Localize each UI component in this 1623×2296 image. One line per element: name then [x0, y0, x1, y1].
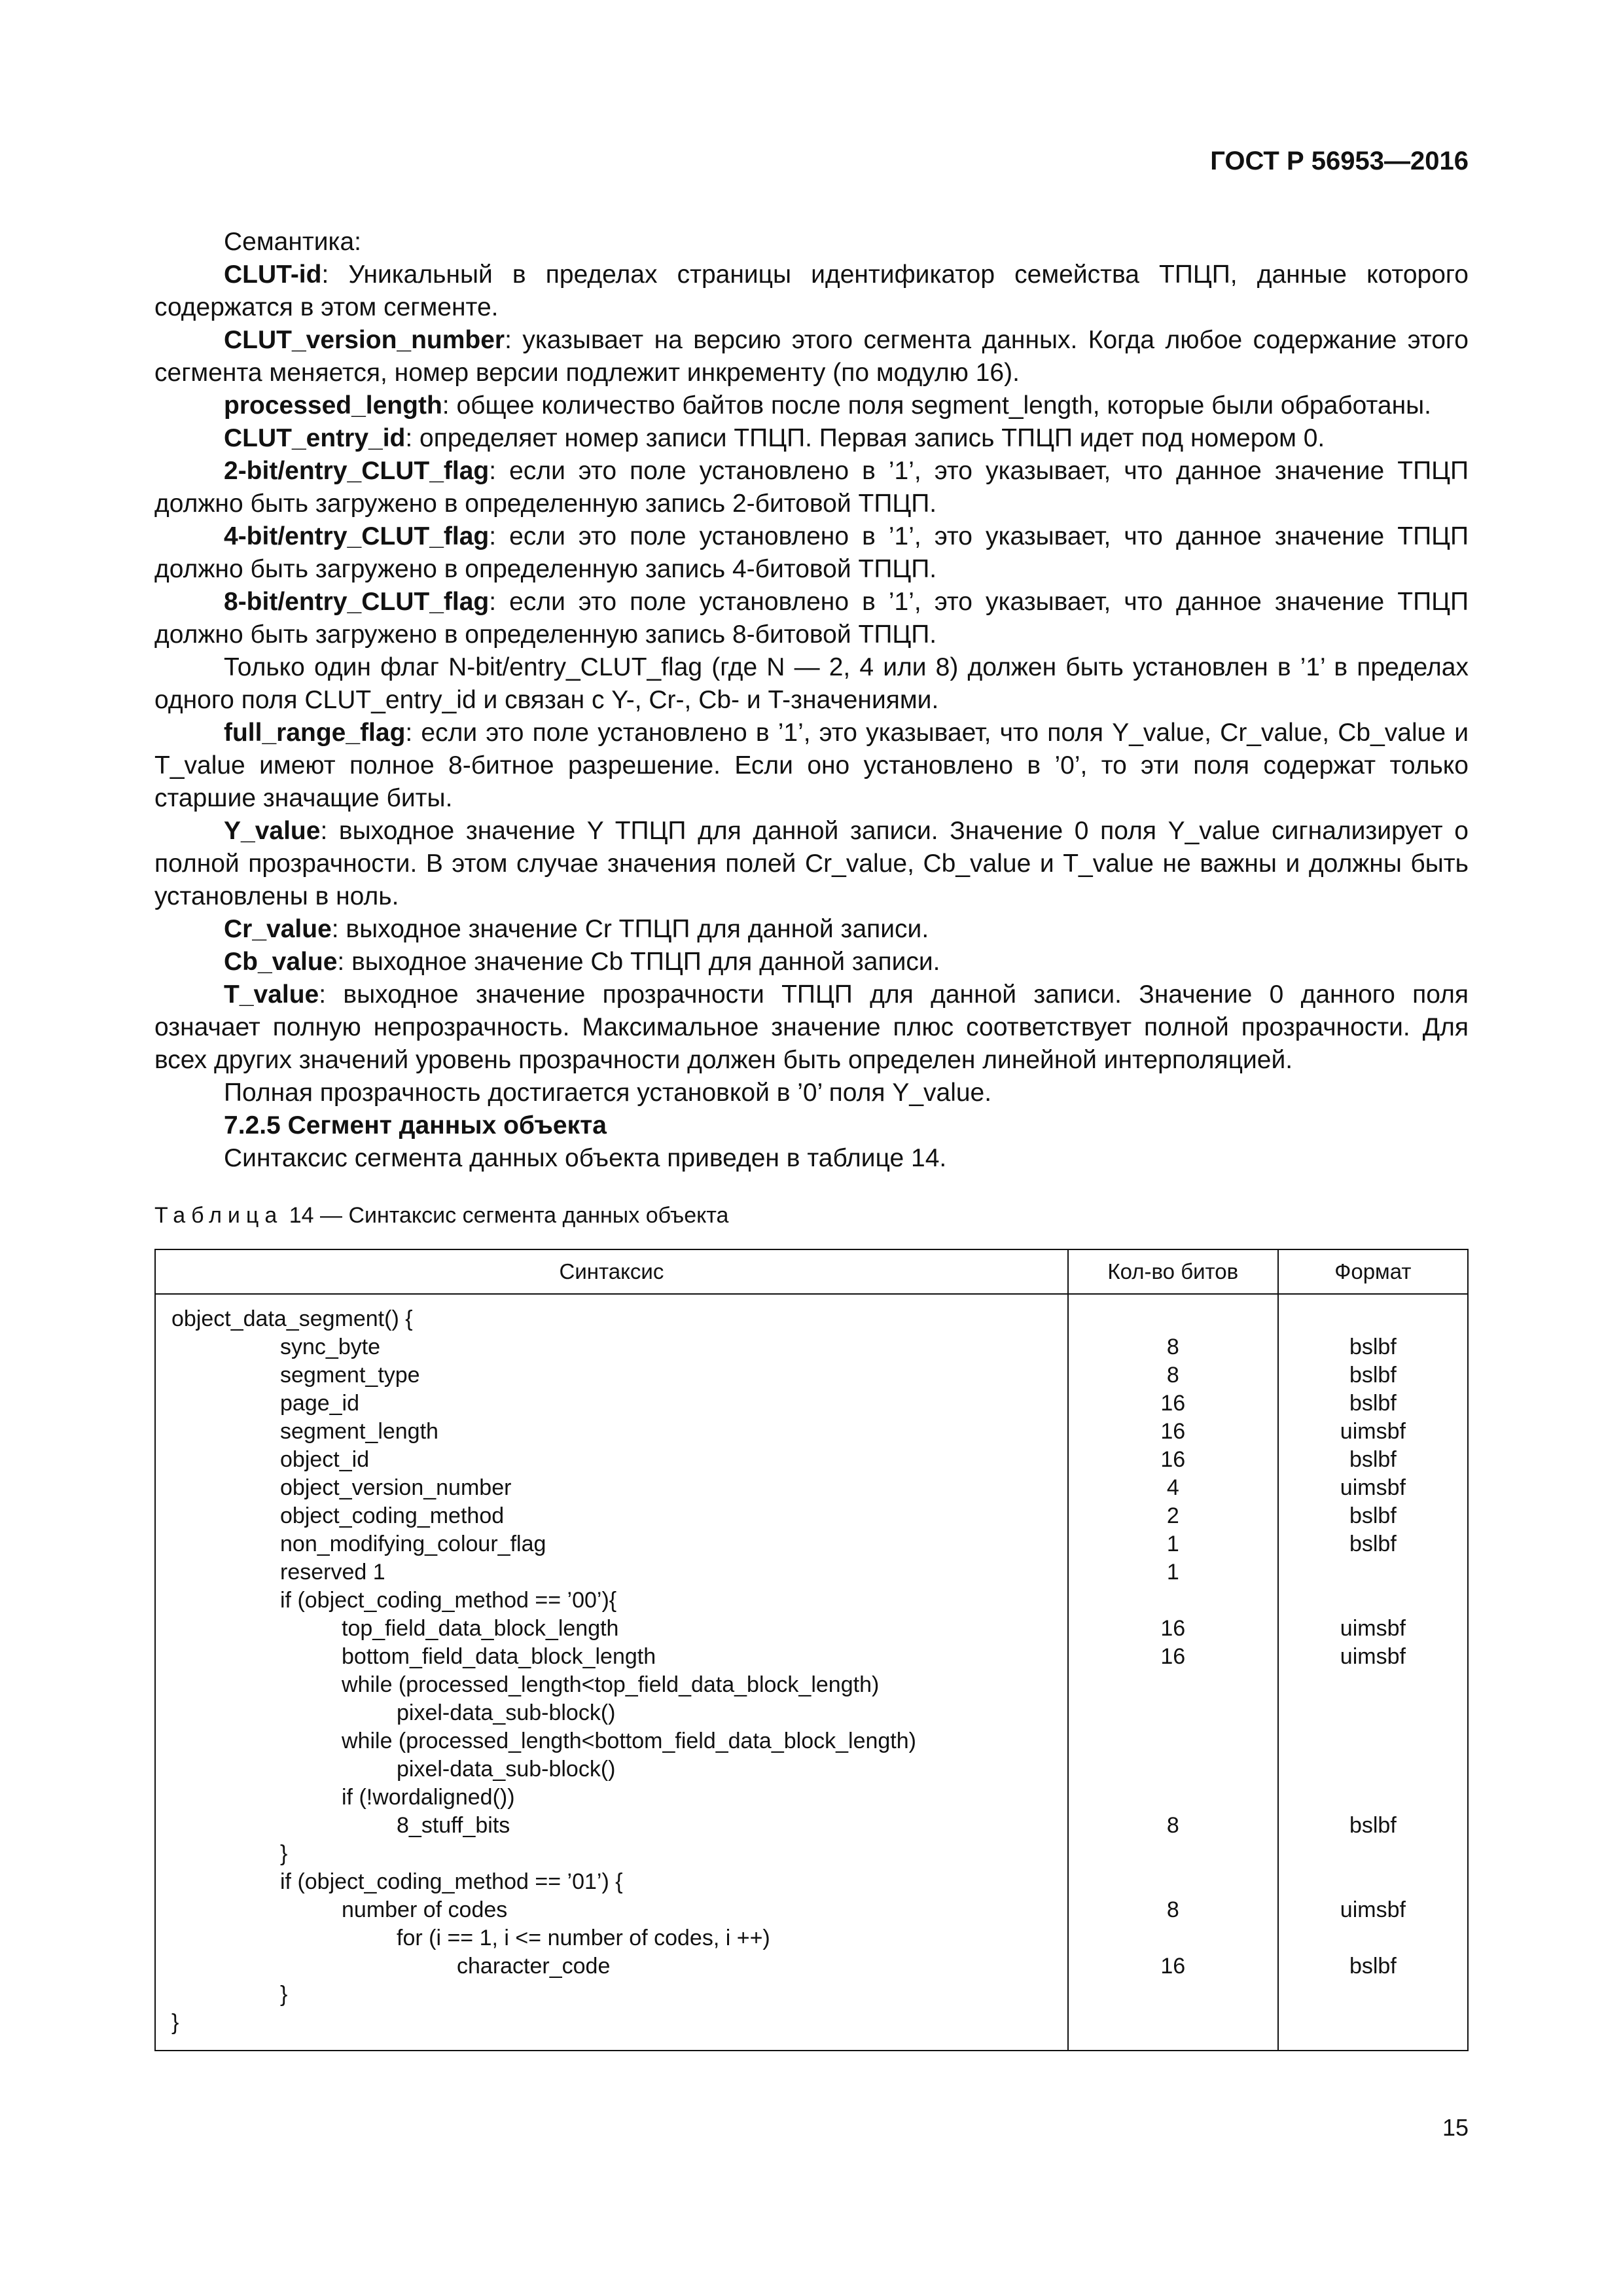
format-cell: uimsbf [1340, 1897, 1406, 1922]
syntax-line: object_id [280, 1447, 370, 1472]
definition-text: : общее количество байтов после поля segment_length, которые были обработаны. [442, 391, 1431, 420]
bits-cell: 16 [1160, 1616, 1186, 1641]
bits-cell: 8 [1166, 1813, 1179, 1838]
definition-clut-entry-id [154, 422, 1469, 455]
bits-cell: 4 [1166, 1475, 1179, 1500]
syntax-line: pixel-data_sub-block() [397, 1757, 616, 1782]
definition-text: : выходное значение Cb ТПЦП для данной записи. [337, 948, 940, 976]
format-cell [1279, 1699, 1467, 1727]
syntax-line: segment_type [280, 1363, 420, 1388]
format-cell: bslbf [1349, 1335, 1397, 1359]
syntax-line: top_field_data_block_length [342, 1616, 619, 1641]
column-header-format: Формат [1278, 1249, 1468, 1294]
syntax-line: object_data_segment() { [171, 1306, 413, 1331]
syntax-line: if (!wordaligned()) [342, 1785, 515, 1810]
bits-cell [1069, 1305, 1277, 1333]
bits-cell: 16 [1160, 1391, 1186, 1416]
bits-cell [1069, 1755, 1277, 1784]
document-body [154, 226, 1469, 1175]
definition-text: : определяет номер записи ТПЦП. Первая запись ТПЦП идет под номером 0. [405, 424, 1325, 452]
syntax-line: } [280, 1982, 288, 2007]
bits-cell: 16 [1160, 1447, 1186, 1472]
column-header-syntax: Синтаксис [155, 1249, 1068, 1294]
format-cell: bslbf [1349, 1391, 1397, 1416]
term: processed_length [224, 391, 442, 420]
bits-cell: 16 [1160, 1954, 1186, 1979]
bits-cell: 8 [1166, 1335, 1179, 1359]
syntax-line: object_version_number [280, 1475, 512, 1500]
definition-text: : выходное значение Y ТПЦП для данной записи. Значение 0 поля Y_value сигнализирует о полной прозрачности. В этом случае значения полей Cr_value, Cb_value и T_value не важны и должны быть установлены в ноль. [154, 817, 1469, 910]
bits-cell [1069, 1784, 1277, 1812]
term: Cr_value [224, 915, 332, 943]
bits-cell: 1 [1166, 1560, 1179, 1585]
definition-cr-value [154, 913, 1469, 946]
syntax-line: while (processed_length<top_field_data_block_length) [342, 1672, 880, 1697]
format-cell: bslbf [1349, 1813, 1397, 1838]
syntax-line: bottom_field_data_block_length [342, 1644, 656, 1669]
format-cell [1279, 1784, 1467, 1812]
format-cell: bslbf [1349, 1447, 1397, 1472]
syntax-line: reserved 1 [280, 1560, 385, 1585]
definition-text: : если это поле установлено в ’1’, это указывает, что данное значение ТПЦП должно быть загружено в определенную запись 8-битовой ТПЦП. [154, 588, 1469, 649]
term: CLUT_version_number [224, 326, 505, 354]
syntax-line: character_code [457, 1954, 611, 1979]
bits-cell [1069, 1924, 1277, 1952]
table-caption-prefix: Таблица [154, 1203, 283, 1228]
syntax-line: number of codes [342, 1897, 508, 1922]
format-cell: bslbf [1349, 1503, 1397, 1528]
document-header: ГОСТ Р 56953—2016 [1210, 147, 1469, 175]
format-cell [1279, 1924, 1467, 1952]
format-cell [1279, 2009, 1467, 2037]
bits-cell [1069, 2009, 1277, 2037]
term: 4-bit/entry_CLUT_flag [224, 522, 490, 550]
syntax-line: 8_stuff_bits [397, 1813, 510, 1838]
section-heading: 7.2.5 Сегмент данных объекта [224, 1111, 607, 1139]
definition-clut-id [154, 259, 1469, 324]
definition-text: : если это поле установлено в ’1’, это указывает, что поля Y_value, Cr_value, Cb_value и T_value имеют полное 8-битное разрешение. Если оно установлено в ’0’, то эти поля содержат только старшие значащие биты. [154, 719, 1469, 812]
syntax-line: if (object_coding_method == ’01’) { [280, 1869, 623, 1894]
format-cell [1279, 1868, 1467, 1896]
table-caption-text: 14 — Синтаксис сегмента данных объекта [283, 1203, 729, 1228]
term: 8-bit/entry_CLUT_flag [224, 588, 490, 616]
syntax-column [155, 1294, 1068, 2051]
table-caption [154, 1204, 728, 1227]
syntax-line: while (processed_length<bottom_field_data_block_length) [342, 1729, 916, 1753]
definition-processed-length [154, 389, 1469, 422]
term: 2-bit/entry_CLUT_flag [224, 457, 490, 485]
definition-text: : выходное значение прозрачности ТПЦП для данной записи. Значение 0 данного поля означает полную непрозрачность. Максимальное значение плюс соответствует полной прозрачности. Для всех других значений уровень прозрачности должен быть определен линейной интерполяцией. [154, 980, 1469, 1074]
format-cell: uimsbf [1340, 1475, 1406, 1500]
term: full_range_flag [224, 719, 406, 747]
bits-cell [1069, 1587, 1277, 1615]
definition-y-value [154, 815, 1469, 913]
definition-text: : если это поле установлено в ’1’, это указывает, что данное значение ТПЦП должно быть загружено в определенную запись 4-битовой ТПЦП. [154, 522, 1469, 583]
term: Y_value [224, 817, 321, 845]
format-cell [1279, 1671, 1467, 1699]
bits-cell: 8 [1166, 1363, 1179, 1388]
format-cell [1279, 1558, 1467, 1587]
bits-cell [1069, 1727, 1277, 1755]
format-cell [1279, 1981, 1467, 2009]
full-transparency-note: Полная прозрачность достигается установкой в ’0’ поля Y_value. [224, 1079, 992, 1107]
format-cell: bslbf [1349, 1532, 1397, 1556]
term: CLUT_entry_id [224, 424, 406, 452]
definition-text: : выходное значение Cr ТПЦП для данной записи. [331, 915, 929, 943]
format-cell: uimsbf [1340, 1419, 1406, 1444]
term: T_value [224, 980, 319, 1009]
syntax-table [154, 1249, 1469, 2051]
syntax-line: object_coding_method [280, 1503, 505, 1528]
note-one-flag: Только один флаг N-bit/entry_CLUT_flag (где N — 2, 4 или 8) должен быть установлен в ’1’ в пределах одного поля CLUT_entry_id и связан с Y-, Cr-, Cb- и T-значениями. [154, 653, 1469, 714]
bits-cell [1069, 1868, 1277, 1896]
definition-t-value [154, 978, 1469, 1077]
format-column [1278, 1294, 1468, 2051]
bits-cell [1069, 1840, 1277, 1868]
definition-text: : Уникальный в пределах страницы идентификатор семейства ТПЦП, данные которого содержатся в этом сегменте. [154, 260, 1469, 321]
definition-4bit-flag [154, 520, 1469, 586]
format-cell: bslbf [1349, 1954, 1397, 1979]
definition-text: : указывает на версию этого сегмента данных. Когда любое содержание этого сегмента меняется, номер версии подлежит инкременту (по модулю 16). [154, 326, 1469, 387]
bits-cell [1069, 1671, 1277, 1699]
format-cell: uimsbf [1340, 1644, 1406, 1669]
definition-2bit-flag [154, 455, 1469, 520]
syntax-line: page_id [280, 1391, 360, 1416]
definition-full-range-flag [154, 717, 1469, 815]
section-intro: Синтаксис сегмента данных объекта приведен в таблице 14. [224, 1144, 947, 1172]
format-cell [1279, 1587, 1467, 1615]
term: Cb_value [224, 948, 338, 976]
bits-cell: 2 [1166, 1503, 1179, 1528]
bits-cell: 8 [1166, 1897, 1179, 1922]
term: CLUT-id [224, 260, 322, 289]
format-cell: uimsbf [1340, 1616, 1406, 1641]
syntax-line: non_modifying_colour_flag [280, 1532, 546, 1556]
table-header-row [155, 1249, 1468, 1294]
syntax-line: } [171, 2010, 179, 2035]
page-number: 15 [1442, 2114, 1469, 2141]
format-cell [1279, 1305, 1467, 1333]
syntax-line: pixel-data_sub-block() [397, 1700, 616, 1725]
definition-text: : если это поле установлено в ’1’, это указывает, что данное значение ТПЦП должно быть загружено в определенную запись 2-битовой ТПЦП. [154, 457, 1469, 518]
bits-cell [1069, 1981, 1277, 2009]
syntax-line: for (i == 1, i <= number of codes, i ++) [397, 1926, 770, 1950]
syntax-line: segment_length [280, 1419, 438, 1444]
bits-cell [1069, 1699, 1277, 1727]
bits-cell: 1 [1166, 1532, 1179, 1556]
definition-8bit-flag [154, 586, 1469, 651]
column-header-bits: Кол-во битов [1068, 1249, 1278, 1294]
semantics-title: Семантика: [224, 228, 361, 256]
bits-cell: 16 [1160, 1419, 1186, 1444]
format-cell: bslbf [1349, 1363, 1397, 1388]
format-cell [1279, 1755, 1467, 1784]
syntax-line: } [280, 1841, 288, 1866]
table-body-row [155, 1294, 1468, 2051]
definition-cb-value [154, 946, 1469, 978]
format-cell [1279, 1727, 1467, 1755]
syntax-line: if (object_coding_method == ’00’){ [280, 1588, 617, 1613]
definition-clut-version-number [154, 324, 1469, 389]
bits-column [1068, 1294, 1278, 2051]
syntax-line: sync_byte [280, 1335, 381, 1359]
format-cell [1279, 1840, 1467, 1868]
bits-cell: 16 [1160, 1644, 1186, 1669]
